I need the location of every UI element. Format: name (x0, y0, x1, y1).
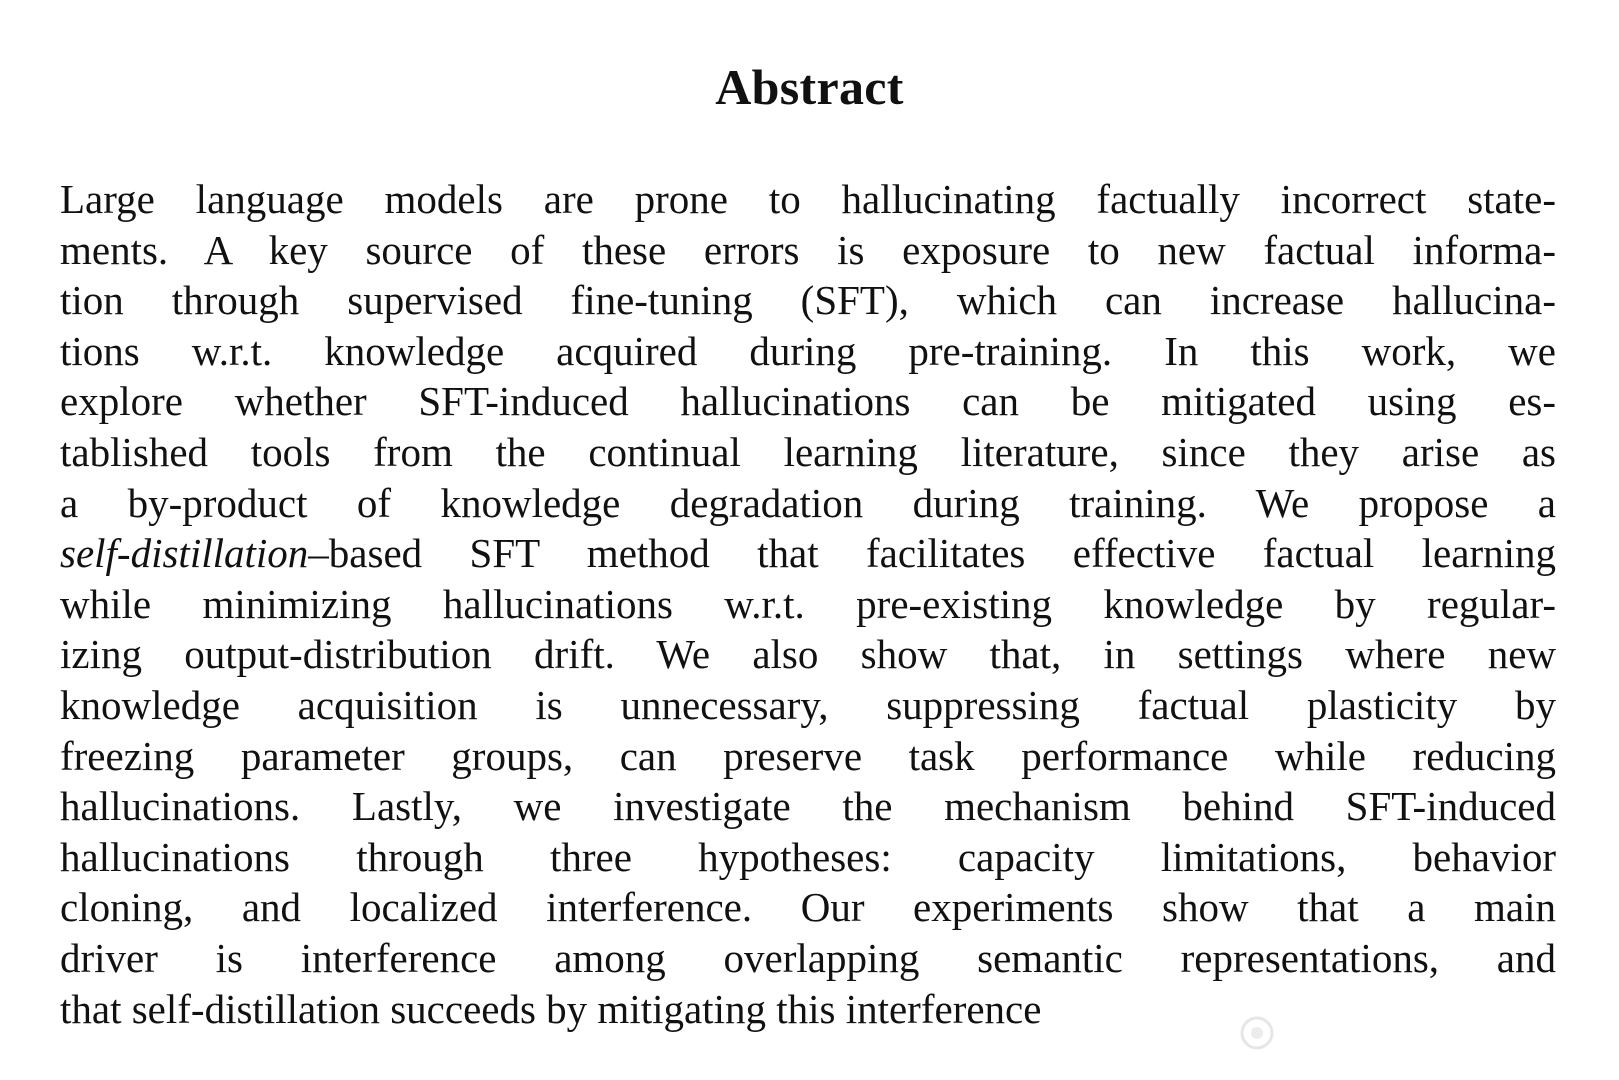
abstract-line (60, 629, 1556, 680)
abstract-line-text: hallucinations through three hypotheses: capacity limitations, behavior (60, 833, 1556, 880)
abstract-line (60, 478, 1556, 529)
abstract-line-text: izing output-distribution drift. We also show that, in settings where new (60, 631, 1556, 678)
abstract-line-text: knowledge acquisition is unnecessary, suppressing factual plasticity by (60, 681, 1556, 728)
abstract-line-text: tablished tools from the continual learning literature, since they arise as (60, 428, 1556, 475)
abstract-line (60, 174, 1556, 225)
abstract-line-text: tion through supervised fine-tuning (SFT), which can increase hallucina- (60, 277, 1556, 324)
abstract-line (60, 275, 1556, 326)
abstract-heading: Abstract (715, 59, 904, 115)
abstract-line (60, 832, 1556, 883)
abstract-line-text: that self-distillation succeeds by mitigating this interference (60, 985, 1042, 1032)
abstract-line-text: freezing parameter groups, can preserve task performance while reducing (60, 732, 1556, 779)
abstract-line-text: a by-product of knowledge degradation during training. We propose a (60, 479, 1556, 526)
abstract-line-text: ments. A key source of these errors is exposure to new factual informa- (60, 226, 1556, 273)
abstract-line-text: explore whether SFT-induced hallucinations can be mitigated using es- (60, 378, 1556, 425)
abstract-line (60, 781, 1556, 832)
abstract-line-text: hallucinations. Lastly, we investigate the mechanism behind SFT-induced (60, 783, 1556, 830)
abstract-line-text: driver is interference among overlapping semantic representations, and (60, 934, 1556, 981)
abstract-line-text: –based SFT method that facilitates effective factual learning (308, 530, 1556, 577)
abstract-line-text: tions w.r.t. knowledge acquired during pre-training. In this work, we (60, 327, 1556, 374)
abstract-line (60, 326, 1556, 377)
abstract-line (60, 579, 1556, 630)
abstract-line (60, 731, 1556, 782)
italic-term: self-distillation (60, 530, 309, 577)
abstract-line-text: Large language models are prone to hallucinating factually incorrect state- (60, 176, 1556, 222)
abstract-line-text: while minimizing hallucinations w.r.t. pre-existing knowledge by regular- (60, 580, 1556, 627)
abstract-line (60, 528, 1556, 579)
abstract-line (60, 933, 1556, 984)
watermark-logo-icon (1240, 1016, 1274, 1050)
abstract-body (60, 174, 1556, 1034)
abstract-line-text: cloning, and localized interference. Our experiments show that a main (60, 884, 1556, 931)
watermark (1240, 1010, 1590, 1060)
abstract-line (60, 225, 1556, 276)
abstract-line (60, 376, 1556, 427)
abstract-line (60, 882, 1556, 933)
abstract-line (60, 680, 1556, 731)
abstract-line (60, 427, 1556, 478)
